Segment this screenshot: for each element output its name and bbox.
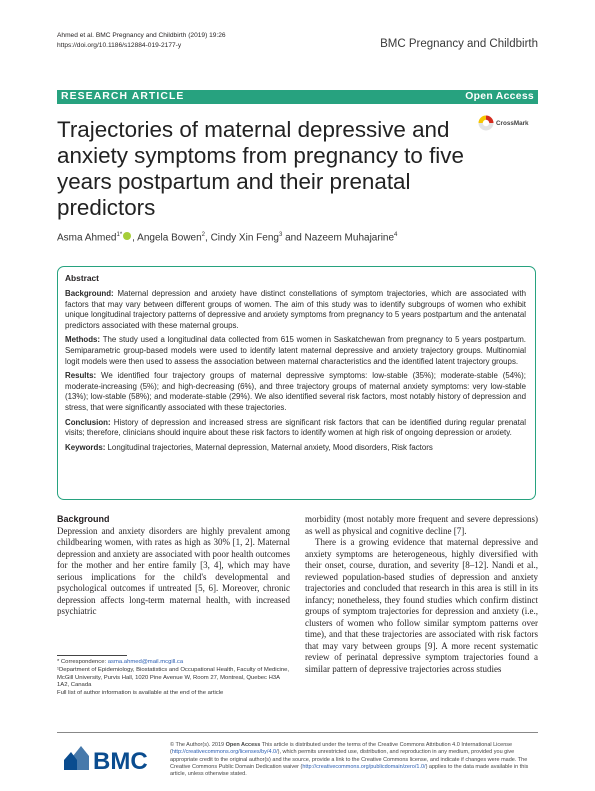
bmc-logo <box>62 740 154 774</box>
author-info-note: Full list of author information is available at the end of the article <box>57 690 224 697</box>
crossmark-badge[interactable] <box>478 112 538 136</box>
abstract-methods <box>65 335 526 367</box>
journal-name: BMC Pregnancy and Childbirth <box>380 38 538 50</box>
keywords-label: Keywords: <box>65 442 106 452</box>
author-name[interactable]: Asma Ahmed <box>57 232 117 244</box>
keywords-text: Longitudinal trajectories, Maternal depression, Maternal anxiety, Mood disorders, Risk factors <box>107 442 433 452</box>
section-text: Maternal depression and anxiety have distinct constellations of symptom trajectories, which are associated with factors that may vary between different groups of women. The aim of this study was to identify subgroups of women who exhibit unique longitudinal trajectory patterns of depressive and anxiety symptoms from pregnancy to 5 years postpartum and the antenatal predictors associated with these maternal groups. <box>65 289 526 330</box>
abstract-box <box>57 266 536 500</box>
license-divider <box>57 732 538 733</box>
license-open-access: Open Access <box>225 742 261 748</box>
orcid-icon[interactable] <box>123 232 131 240</box>
section-heading-background: Background <box>57 514 110 524</box>
svg-text:BMC: BMC <box>93 748 148 774</box>
author-affiliation-mark: 2 <box>201 232 206 238</box>
crossmark-icon <box>478 115 494 131</box>
license-text-part: ), which permits unrestricted use, distribution, and reproduction in any medium, provided you give appropriate credit to the original author(s) and the source, provide a link to the Creative Commons license, and indicate if changes were made. The Creative Commons Public Domain Dedication waiver ( <box>170 749 528 770</box>
author-name[interactable]: Nazeem Muhajarine <box>304 232 395 244</box>
crossmark-label: CrossMark <box>496 120 529 127</box>
body-paragraph: morbidity (most notably more frequent and severe depressions) as well as physical and cognitive decline [7]. <box>305 514 538 536</box>
author-name[interactable]: Cindy Xin Feng <box>210 232 279 244</box>
license-text-part: This article is distributed under the terms of the Creative Commons Attribution 4.0 International License ( <box>170 742 513 756</box>
footnotes <box>57 659 290 698</box>
abstract-background <box>65 289 526 331</box>
correspondence-line <box>57 659 290 667</box>
abstract-keywords <box>65 443 526 454</box>
section-text: We identified four trajectory groups of maternal depressive symptoms: low-stable (35%); moderate-stable (54%); moderate-increasing (5%); and high-decreasing (6%), and three trajectory groups of maternal anxiety symptoms: very low-stable (13%); low-stable (58%); and moderate-stable (29%). We also identified several risk factors, most notably history of depression and stress, that were significantly associated with these trajectories. <box>65 371 526 412</box>
body-left-column <box>57 514 290 618</box>
affiliation-text: ¹Department of Epidemiology, Biostatistics and Occupational Health, Faculty of Medicine, McGill University, Purvis Hall, 1020 Pine Avenue W, Room 27, Montreal, Quebec H3A 1A2, Canada <box>57 666 290 689</box>
abstract-conclusion <box>65 418 526 439</box>
correspondence-label: * Correspondence: <box>57 659 107 665</box>
waiver-link[interactable]: http://creativecommons.org/publicdomain/zero/1.0/ <box>302 763 426 770</box>
article-type-label: RESEARCH ARTICLE <box>61 91 185 102</box>
body-paragraph: There is a growing evidence that maternal depressive and anxiety symptoms are heterogeneous, highly diversified with their onset, course, duration, and severity [8–12]. Nandi et al., reviewed population-based studies of depression and anxiety trajectories and concluded that research in this area is still in its infancy; nonetheless, they found studies which confirm distinct groups of symptom trajectories for depression and anxiety (i.e., clusters of women who follow similar symptom patterns over time), and that these trajectories are associated with risk factors that may vary between groups [9]. A more recent systematic review of perinatal depressive symptom trajectories found a similar pattern of depressive trajectories across studies <box>305 537 538 674</box>
section-text: History of depression and increased stress are significant risk factors that can be identified during regular prenatal visits; therefore, clinicians should inquire about these risk factors to identify women at high risk of ongoing depression or anxiety. <box>65 417 526 438</box>
section-label: Background: <box>65 289 114 298</box>
citation-line: Ahmed et al. BMC Pregnancy and Childbirth (2019) 19:26 <box>57 32 226 39</box>
license-text <box>170 742 536 778</box>
abstract-heading: Abstract <box>65 273 99 283</box>
author-affiliation-mark: 4 <box>394 232 398 238</box>
abstract-results <box>65 371 526 413</box>
body-paragraph: Depression and anxiety disorders are highly prevalent among childbearing women, with rates as high as 30% [1, 2]. Maternal depression and anxiety are associated with poor health outcomes for the mother and her entire family [3, 4], which may have serious implications for the child's developmental and psychological outcomes if untreated [5, 6]. Moreover, chronic depression affects long-term maternal health, with increased psychiatric <box>57 525 290 616</box>
author-name[interactable]: Angela Bowen <box>137 232 202 244</box>
section-text: The study used a longitudinal data collected from 615 women in Saskatchewan from pregnancy to 5 years postpartum. Semiparametric group-based models were used to identify latent maternal depressive and anxiety trajectory groups. Multinomial logit models were then used to assess the association between maternal characteristics and the identified latent trajectory groups. <box>65 335 526 366</box>
license-text-part: ) applies to the data made available in this article, unless otherwise stated. <box>170 763 529 778</box>
body-right-column <box>305 514 538 675</box>
section-label: Methods: <box>65 335 101 345</box>
doi-link[interactable]: https://doi.org/10.1186/s12884-019-2177-y <box>57 42 182 49</box>
license-link[interactable]: http://creativecommons.org/licenses/by/4.0/ <box>171 749 278 756</box>
section-label: Conclusion: <box>65 417 111 427</box>
correspondence-email[interactable]: asma.ahmed@mail.mcgill.ca <box>107 659 184 665</box>
bmc-logo-icon <box>62 740 154 774</box>
author-affiliation-mark: 3 <box>278 232 283 238</box>
author-list: Asma Ahmed$^{1*}$ , Angela Bowen$^2$, Cindy Xin Feng$^3$ and Nazeem Muhajarine$^4$ <box>57 232 398 244</box>
section-label: Results: <box>65 371 97 381</box>
license-copyright: © The Author(s). 2019 <box>170 742 226 748</box>
article-title: Trajectories of maternal depressive and anxiety symptoms from pregnancy to five years postpartum and their prenatal predictors <box>57 117 464 220</box>
open-access-label: Open Access <box>465 91 534 102</box>
article-type-banner <box>57 90 538 104</box>
author-affiliation-mark: 1* <box>116 232 123 238</box>
footnote-divider <box>57 655 127 656</box>
